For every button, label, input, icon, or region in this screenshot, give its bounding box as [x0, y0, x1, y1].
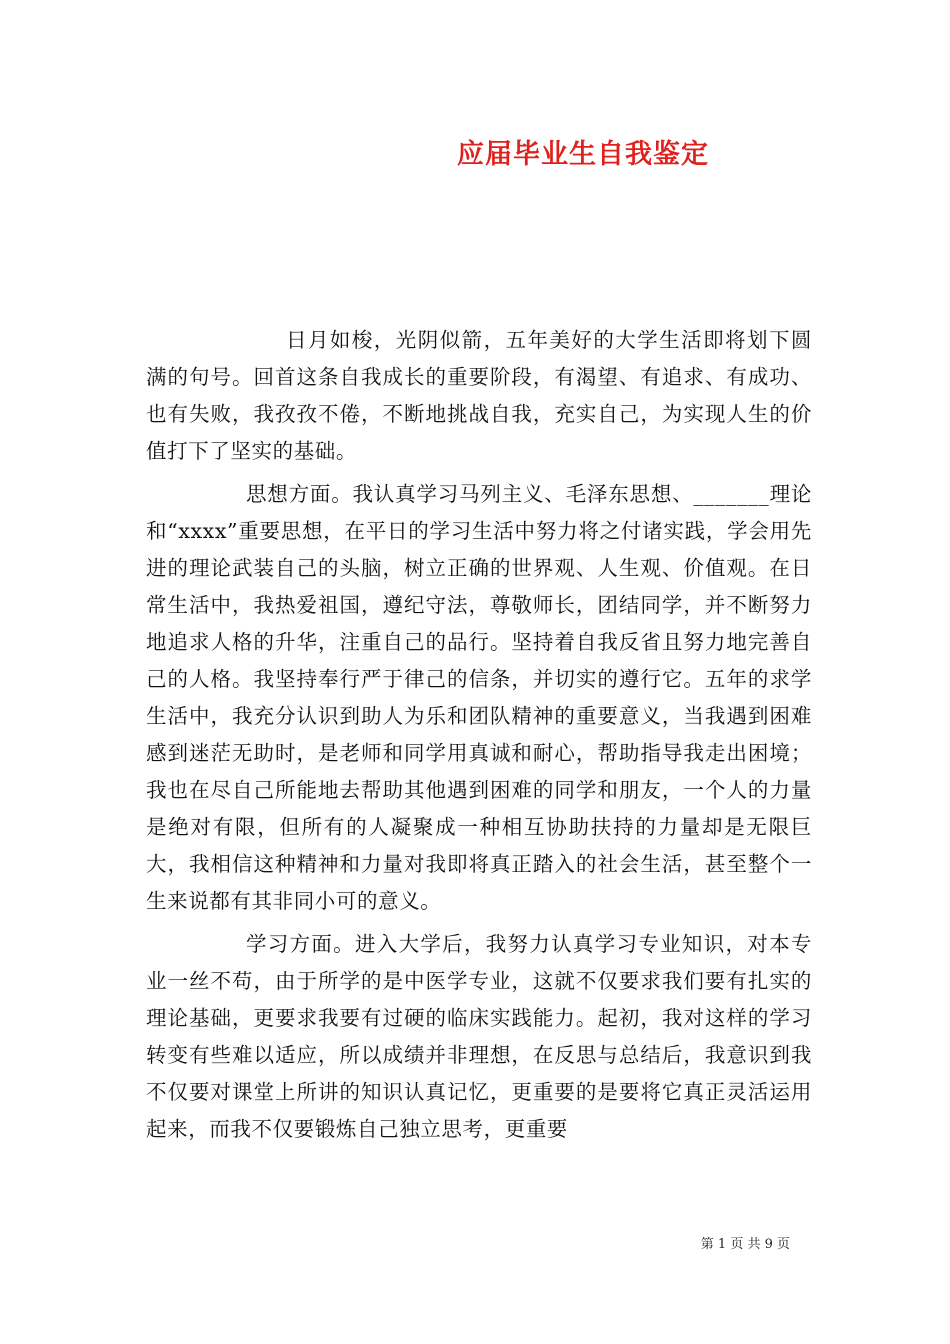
paragraph-study: 学习方面。进入大学后，我努力认真学习专业知识，对本专业一丝不苟，由于所学的是中医学专业，这就不仅要求我们要有扎实的理论基础，更要求我要有过硬的临床实践能力。起初，我对这样的学习转变有些难以适应，所以成绩并非理想，在反思与总结后，我意识到我不仅要对课堂上所讲的知识认真记忆，更重要的是要将它真正灵活运用起来，而我不仅要锻炼自己独立思考，更重要	[146, 932, 812, 1141]
paragraph-ideology: 思想方面。我认真学习马列主义、毛泽东思想、_______理论和“xxxx”重要思想，在平日的学习生活中努力将之付诸实践，学会用先进的理论武装自己的头脑，树立正确的世界观、人生观、价值观。在日常生活中，我热爱祖国，遵纪守法，尊敬师长，团结同学，并不断努力地追求人格的升华，注重自己的品行。坚持着自我反省且努力地完善自己的人格。我坚持奉行严于律己的信条，并切实的遵行它。五年的求学生活中，我充分认识到助人为乐和团队精神的重要意义，当我遇到困难感到迷茫无助时，是老师和同学用真诚和耐心，帮助指导我走出困境；我也在尽自己所能地去帮助其他遇到困难的同学和朋友，一个人的力量是绝对有限，但所有的人凝聚成一种相互协助扶持的力量却是无限巨大，我相信这种精神和力量对我即将真正踏入的社会生活，甚至整个一生来说都有其非同小可的意义。	[146, 482, 812, 913]
paragraph-intro: 日月如梭，光阴似箭，五年美好的大学生活即将划下圆满的句号。回首这条自我成长的重要阶段，有渴望、有追求、有成功、也有失败，我孜孜不倦，不断地挑战自我，充实自己，为实现人生的价值打下了坚实的基础。	[146, 328, 812, 463]
document-title: 应届毕业生自我鉴定	[457, 139, 709, 170]
document-body	[146, 322, 812, 1154]
page-number-footer: 第 1 页 共 9 页	[700, 1237, 790, 1252]
